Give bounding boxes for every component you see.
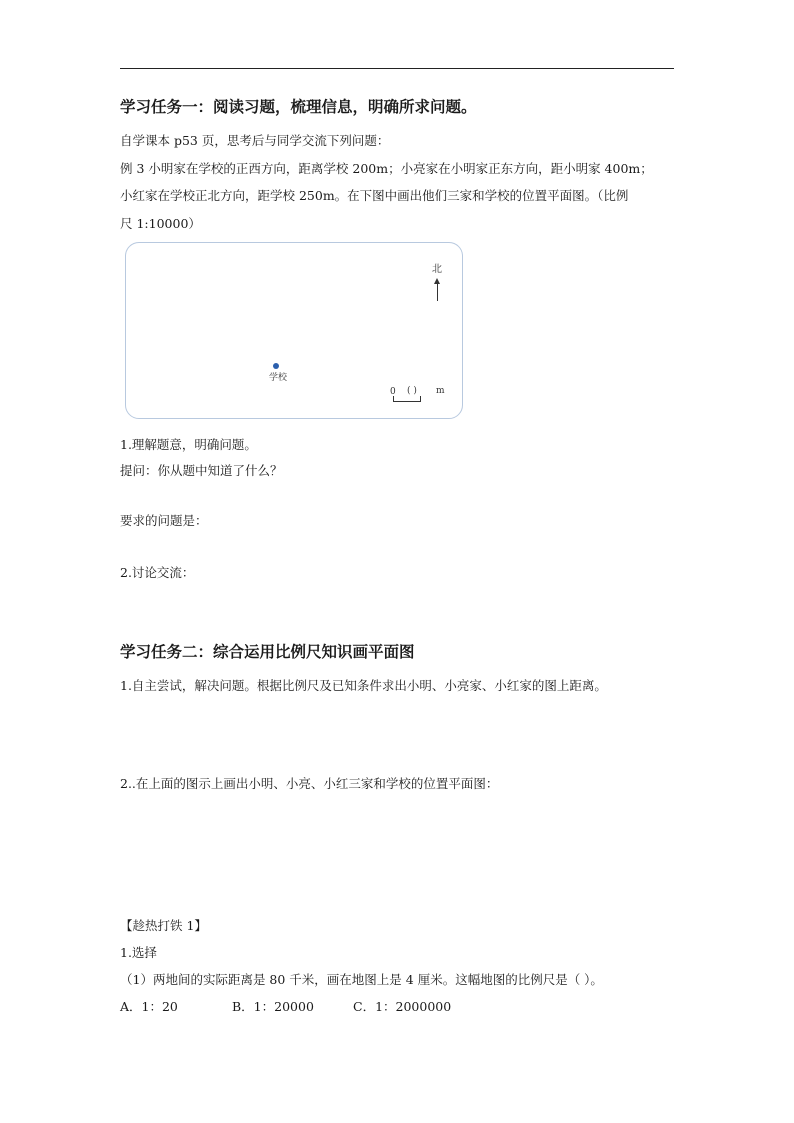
north-label: 北	[432, 264, 442, 275]
question-problem: 要求的问题是：	[120, 513, 208, 528]
header-rule	[120, 68, 674, 69]
scale-blank: ( )	[407, 386, 417, 396]
scale-unit: m	[436, 386, 445, 396]
task2-question-2: 2..在上面的图示上画出小明、小亮、小红三家和学校的位置平面图：	[120, 776, 499, 791]
question-1: 1.理解题意，明确问题。	[120, 437, 257, 452]
map-diagram	[125, 242, 463, 419]
question-2: 2.讨论交流：	[120, 565, 195, 580]
north-arrow-icon	[437, 280, 438, 301]
task1-intro: 自学课本 p53 页，思考后与同学交流下列问题：	[120, 133, 390, 148]
practice-question: （1）两地间的实际距离是 80 千米，画在地图上是 4 厘米。这幅地图的比例尺是（ ）。	[120, 972, 603, 987]
task2-question-1: 1.自主尝试，解决问题。根据比例尺及已知条件求出小明、小亮家、小红家的图上距离。	[120, 678, 607, 693]
option-a: A．1：20	[120, 999, 178, 1014]
task2-heading: 学习任务二：综合运用比例尺知识画平面图	[120, 643, 415, 661]
task1-heading: 学习任务一：阅读习题，梳理信息，明确所求问题。	[120, 98, 477, 116]
scale-bar	[393, 396, 421, 402]
example-line-2: 小红家在学校正北方向，距学校 250m。在下图中画出他们三家和学校的位置平面图。（比例	[120, 188, 629, 203]
school-dot	[273, 363, 279, 369]
example-line-1: 例 3 小明家在学校的正西方向，距离学校 200m；小亮家在小明家正东方向，距小明家 400m；	[120, 161, 653, 176]
school-label: 学校	[269, 373, 288, 383]
question-ask: 提问：你从题中知道了什么？	[120, 463, 283, 478]
option-c: C．1：2000000	[353, 999, 452, 1014]
example-line-3: 尺 1:10000）	[120, 216, 201, 231]
practice-title: 【趁热打铁 1】	[120, 918, 207, 933]
option-b: B．1：20000	[232, 999, 314, 1014]
scale-zero: 0	[390, 387, 396, 397]
practice-section: 1.选择	[120, 945, 157, 960]
